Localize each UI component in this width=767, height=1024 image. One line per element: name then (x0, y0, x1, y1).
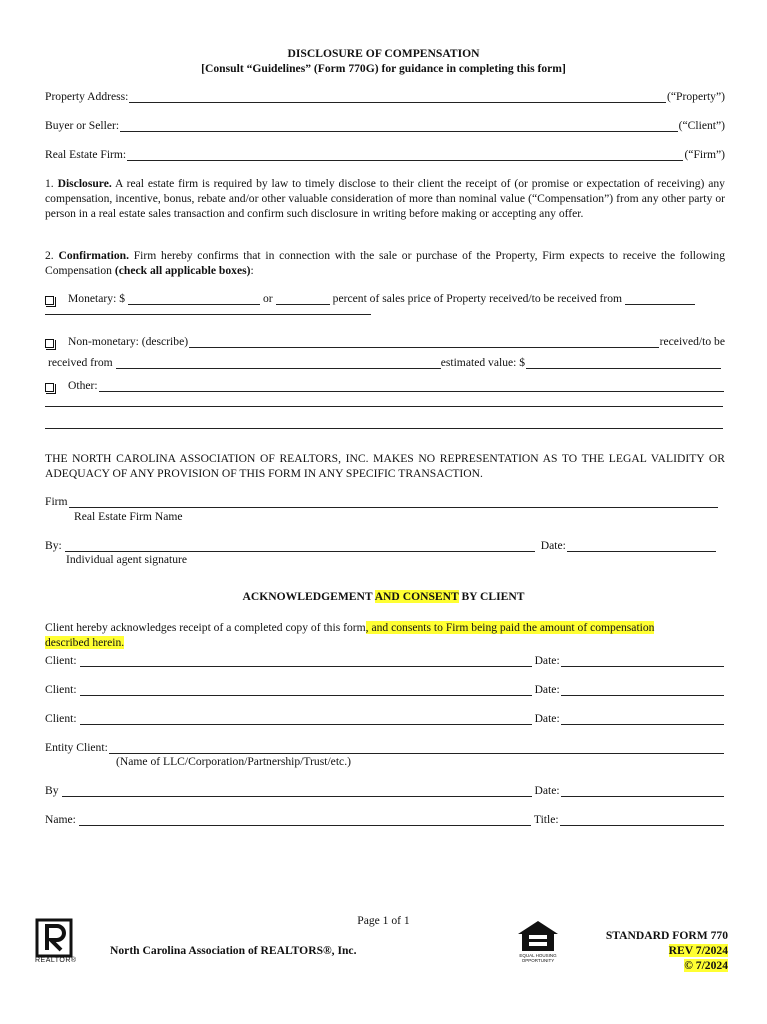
estimated-value-field[interactable] (526, 358, 721, 369)
monetary-checkbox[interactable] (45, 296, 54, 305)
realtor-logo-text: REALTOR® (35, 957, 77, 964)
real-estate-firm-field[interactable] (127, 150, 683, 161)
date-label: Date: (540, 539, 566, 552)
client-date-field-3[interactable] (561, 714, 724, 725)
signature-caption: Individual agent signature (66, 553, 188, 566)
client-label: Client: (45, 712, 77, 725)
form-subtitle: [Consult “Guidelines” (Form 770G) for guidance in completing this form] (201, 62, 566, 75)
entity-date-field[interactable] (561, 786, 724, 797)
client-sign-row-3 (45, 712, 725, 727)
name-label: Name: (45, 813, 76, 826)
entity-by-field[interactable] (62, 786, 532, 797)
ack-title-part1: ACKNOWLEDGEMENT (242, 590, 373, 603)
nonmonetary-received-from-field[interactable] (116, 358, 441, 369)
monetary-amount-field[interactable] (128, 294, 260, 305)
colon: : (250, 263, 254, 277)
date-label: Date: (534, 683, 560, 696)
other-label: Other: (68, 379, 98, 392)
date-label: Date: (534, 712, 560, 725)
received-to-be-label: received/to be (659, 335, 725, 348)
property-suffix: (“Property”) (667, 90, 725, 103)
acknowledgement-title (0, 590, 767, 605)
client-signature-field-3[interactable] (80, 714, 532, 725)
firm-row (45, 148, 725, 163)
acknowledgement-text (45, 621, 725, 651)
buyer-seller-label: Buyer or Seller: (45, 119, 120, 132)
disclosure-text: A real estate firm is required by law to timely disclose to their client the receipt of (or promise or expectation of receiving) any compensation, incentive, bonus, rebate and/or other valuable consideration of more than nominal value (“Compensation”) from any other party or person in a real estate sales transaction and confirm such disclosure in writing before making or accepting any offer. (45, 177, 725, 220)
standard-form-label: STANDARD FORM 770 (605, 929, 728, 942)
ack-title-highlight: AND CONSENT (374, 590, 459, 603)
legal-disclaimer: THE NORTH CAROLINA ASSOCIATION OF REALTORS, INC. MAKES NO REPRESENTATION AS TO THE LEGAL VALIDITY OR ADEQUACY OF ANY PROVISION OF THIS FORM IN ANY SPECIFIC TRANSACTION. (45, 452, 725, 480)
other-line-2[interactable] (45, 406, 723, 407)
other-field[interactable] (99, 381, 724, 392)
page-number: Page 1 of 1 (357, 914, 410, 927)
title-label: Title: (533, 813, 559, 826)
estimated-value-label: estimated value: $ (440, 356, 526, 369)
disclosure-section (45, 177, 725, 221)
nonmonetary-label: Non-monetary: (describe) (68, 335, 189, 348)
ack-title-part2: BY CLIENT (461, 590, 525, 603)
agent-sign-row (45, 539, 717, 554)
property-address-field[interactable] (129, 92, 666, 103)
entity-name-field[interactable] (79, 815, 531, 826)
client-row (45, 119, 725, 134)
equal-housing-icon (514, 918, 562, 968)
client-sign-row-1 (45, 654, 725, 669)
client-sign-row-2 (45, 683, 725, 698)
received-from-field[interactable] (625, 294, 695, 305)
buyer-seller-field[interactable] (120, 121, 678, 132)
confirmation-bold-tail: (check all applicable boxes) (114, 263, 251, 277)
agent-signature-field[interactable] (65, 541, 535, 552)
received-from-label: received from (48, 356, 113, 369)
property-address-label: Property Address: (45, 90, 129, 103)
confirmation-section (45, 249, 725, 279)
entity-client-label: Entity Client: (45, 741, 108, 754)
client-signature-field-1[interactable] (80, 656, 532, 667)
disclosure-heading: Disclosure. (57, 177, 112, 190)
entity-name-row (45, 813, 725, 828)
client-label: Client: (45, 654, 77, 667)
copyright-label: © 7/2024 (684, 959, 728, 973)
other-checkbox[interactable] (45, 383, 54, 392)
firm-suffix: (“Firm”) (684, 148, 725, 161)
form-title: DISCLOSURE OF COMPENSATION (287, 47, 480, 60)
client-date-field-2[interactable] (561, 685, 724, 696)
percent-field[interactable] (276, 294, 330, 305)
by-label: By: (45, 539, 62, 552)
firm-name-label: Firm (45, 495, 68, 508)
entity-client-row (45, 741, 725, 756)
entity-title-field[interactable] (560, 815, 724, 826)
confirmation-heading: Confirmation. (58, 249, 129, 262)
ack-text-highlight-2: described herein. (45, 635, 125, 649)
form-info (606, 928, 728, 973)
nonmonetary-row (45, 335, 725, 350)
entity-caption: (Name of LLC/Corporation/Partnership/Trust/etc.) (116, 755, 351, 768)
association-name: North Carolina Association of REALTORS®, Inc. (110, 944, 357, 957)
nonmonetary-description-field[interactable] (189, 337, 659, 348)
property-address-row (45, 90, 725, 105)
date-label: Date: (534, 784, 560, 797)
monetary-label: Monetary: $ (68, 292, 125, 305)
firm-name-caption: Real Estate Firm Name (74, 510, 183, 523)
client-label: Client: (45, 683, 77, 696)
by-label: By (45, 784, 59, 797)
confirmation-text: Firm hereby confirms that in connection with the sale or purchase of the Property, Firm expects to receive the following Compensation (45, 249, 725, 277)
nonmonetary-checkbox[interactable] (45, 339, 54, 348)
section-number: 2. (45, 249, 54, 262)
revision-label: REV 7/2024 (668, 944, 728, 958)
entity-client-field[interactable] (109, 743, 724, 754)
client-suffix: (“Client”) (678, 119, 725, 132)
date-label: Date: (534, 654, 560, 667)
firm-sign-row (45, 495, 719, 510)
eho-text: EQUAL HOUSING OPPORTUNITY (519, 953, 557, 963)
firm-name-field[interactable] (69, 497, 718, 508)
other-row (45, 379, 725, 394)
section-number: 1. (45, 177, 54, 190)
entity-by-row (45, 784, 725, 799)
percent-text: percent of sales price of Property received/to be received from (332, 292, 623, 305)
ack-text-highlight-1: , and consents to Firm being paid the amount of compensation (365, 621, 655, 634)
client-date-field-1[interactable] (561, 656, 724, 667)
monetary-continuation-line[interactable] (45, 314, 371, 315)
agent-date-field[interactable] (567, 541, 716, 552)
nonmonetary-row-2 (48, 356, 722, 371)
monetary-row (45, 292, 725, 307)
other-line-3[interactable] (45, 428, 723, 429)
real-estate-firm-label: Real Estate Firm: (45, 148, 127, 161)
ack-text-plain: Client hereby acknowledges receipt of a completed copy of this form (45, 621, 366, 634)
realtor-logo-icon (35, 918, 75, 968)
or-label: or (263, 292, 273, 305)
client-signature-field-2[interactable] (80, 685, 532, 696)
